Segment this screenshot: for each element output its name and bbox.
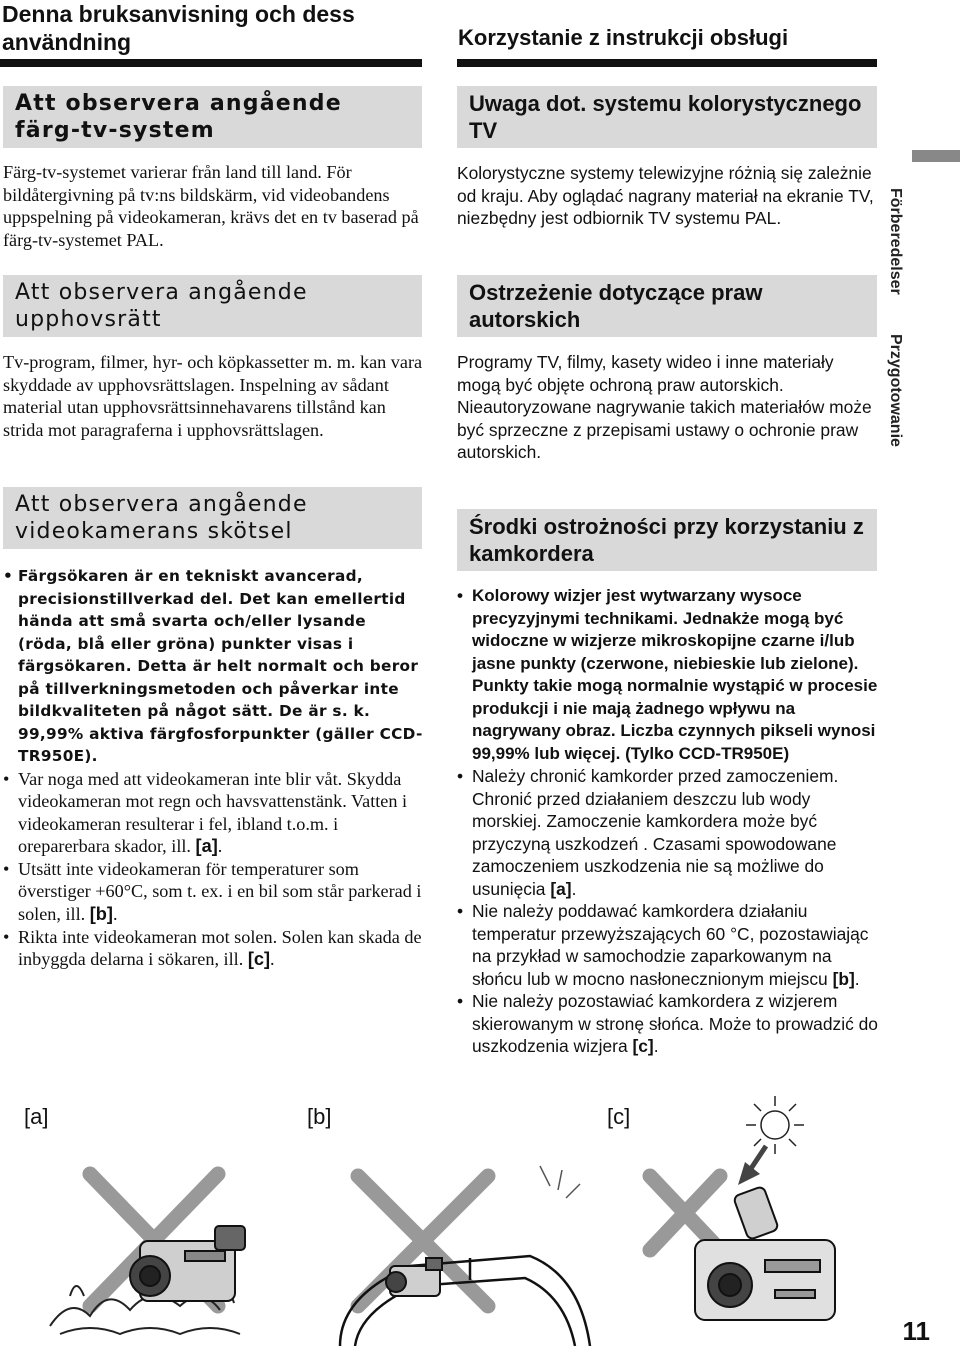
figure-ref-c-pl: [c] (632, 1036, 654, 1056)
sun-rays-b (540, 1166, 580, 1198)
right-title-rule (457, 59, 877, 67)
arrow-icon (738, 1146, 766, 1185)
srodki-list (457, 585, 879, 1058)
side-label-swedish: Förberedelser (887, 188, 904, 295)
camcorder-c (695, 1186, 835, 1320)
figure-ref-a-pl: [a] (550, 878, 572, 899)
illustration-water (0, 1146, 300, 1346)
care-item-temperature: • Utsätt inte videokameran för temperaturer som överstiger +60°C, som t. ex. i en bil som står parkerad i solen, ill. [b]. (3, 858, 423, 926)
care-item-viewfinder: • Färgsökaren är en tekniskt avancerad, precisionstillverkad del. Det kan emellertid hända att små svarta och/eller lysande (röda, blå eller gröna) punkter visas i färgsökaren. Detta är helt normalt och beror på tillverkningsmetoden och påverkar inte bildkvaliteten på något sätt. De är s. k. 99,99% aktiva färgfosforpunkter (gäller CCD-TR950E). (3, 565, 423, 768)
cross-mark-c (650, 1176, 720, 1250)
figure-ref-c: [c] (247, 949, 271, 970)
figure-ref-a: [a] (195, 836, 218, 857)
figure-label-a: [a] (24, 1104, 49, 1129)
section-heading-srodki: Środki ostrożności przy korzystaniu z kamkordera (457, 509, 877, 571)
page-number: 11 (902, 1316, 930, 1346)
figure-label-c: [c] (607, 1104, 631, 1129)
right-column-title: Korzystanie z instrukcji obsługi (458, 25, 789, 50)
care-list (3, 565, 423, 971)
paragraph-uwaga: Kolorystyczne systemy telewizyjne różnią się zależnie od kraju. Aby oglądać nagrany materiał na ekranie TV, niezbędny jest odbiornik TV systemu PAL. (457, 163, 874, 228)
figure-ref-b-pl: [b] (832, 968, 855, 989)
car-dashboard (340, 1256, 590, 1346)
side-label-polish: Przygotowanie (887, 334, 904, 447)
sun-icon (746, 1096, 804, 1154)
srodki-item-temperatura: • Nie należy poddawać kamkordera działaniu temperatur przewyższających 60 °C, pozostawiając na przykład w samochodzie zaparkowanym na słońcu lub w mocno nasłonecznionym miejscu [b]. (457, 900, 879, 990)
srodki-item-slonce: • Nie należy pozostawiać kamkordera z wizjerem skierowanym w stronę słońca. Może to prowadzić do uszkodzenia wizjera [c]. (457, 990, 879, 1058)
section-heading-ostrzezenie: Ostrzeżenie dotyczące praw autorskich (457, 275, 877, 337)
illustration-sun (600, 1090, 900, 1340)
side-tab-marker (912, 150, 960, 162)
figure-label-b: [b] (307, 1104, 332, 1129)
paragraph-copyright: Tv-program, filmer, hyr- och köpkassetter m. m. kan vara skyddade av upphovsrättslagen. Inspelning av sådant material utan upphovsrättsinnehavarens tillstånd kan strida mot paragraferna i upphovsrättslagen. (3, 352, 423, 440)
paragraph-ostrzezenie: Programy TV, filmy, kasety wideo i inne materiały mogą być objęte ochroną praw autorskich. Nieautoryzowane nagrywanie takich materiałów może być sprzeczne z przepisami ustawy o ochronie praw autorskich. (457, 352, 872, 462)
care-item-water: • Var noga med att videokameran inte blir våt. Skydda videokameran mot regn och havsvattenstänk. Vatten i videokameran resulterar i fel, ibland t.o.m. i oreparerbara skador, ill. [a]. (3, 768, 423, 858)
left-title-rule (0, 59, 422, 67)
srodki-item-woda: • Należy chronić kamkorder przed zamoczeniem. Chronić przed działaniem deszczu lub wody morskiej. Zamoczenie kamkordera może być przyczyną uszkodzeń . Czasami spowodowane zamoczeniem uszkodzenia nie są możliwe do usunięcia [a]. (457, 765, 879, 900)
figure-ref-b: [b] (89, 904, 113, 925)
srodki-item-wizjer: • Kolorowy wizjer jest wytwarzany wysoce precyzyjnymi technikami. Jednakże mogą być widoczne w wizjerze mikroskopijne czarne i/lub jasne punkty (czerwone, niebieskie lub zielone). Punkty takie mogą normalnie wystąpić w procesie produkcji i nie mają żadnego wpływu na nagrywany obraz. Liczba czynnych pikseli wynosi 99,99% lub więcej. (Tylko CCD-TR950E) (457, 585, 879, 765)
left-column-title: Denna bruksanvisning och dess användning (2, 1, 355, 55)
paragraph-color-system: Färg-tv-systemet varierar från land till land. För bildåtergivning på tv:ns bildskärm, vid videobandens uppspelning på videokameran, krävs det en tv baserad på färg-tv-systemet PAL. (3, 162, 419, 250)
section-heading-copyright: Att observera angående upphovsrätt (3, 275, 422, 337)
care-item-sun: • Rikta inte videokameran mot solen. Solen kan skada de inbyggda delarna i sökaren, ill. [c]. (3, 926, 423, 971)
section-heading-care: Att observera angående videokamerans skötsel (3, 487, 422, 549)
illustration-car (300, 1146, 600, 1346)
section-heading-uwaga: Uwaga dot. systemu kolorystycznego TV (457, 86, 877, 148)
section-heading-color-system: Att observera angående färg-tv-system (3, 86, 422, 148)
